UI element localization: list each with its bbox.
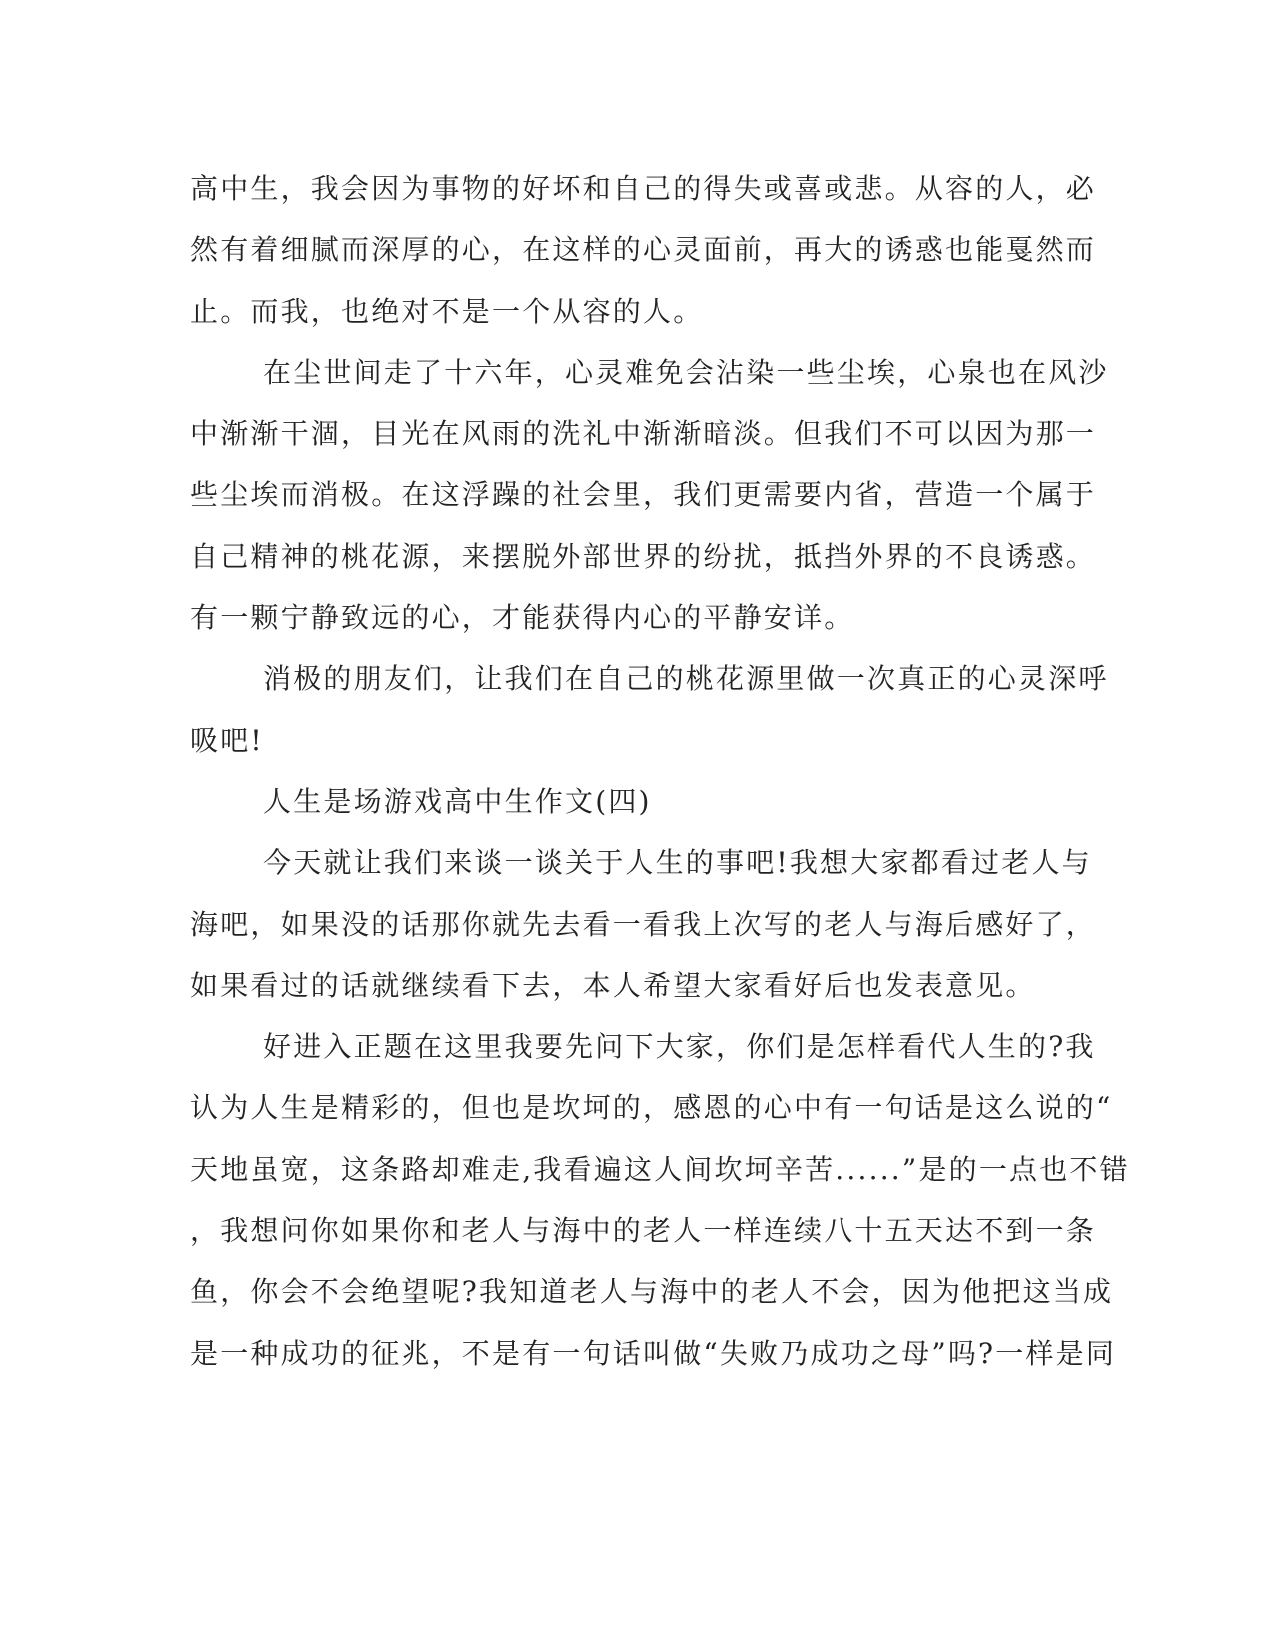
text-line: 消极的朋友们，让我们在自己的桃花源里做一次真正的心灵深呼: [263, 662, 1109, 696]
body-text: [190, 158, 1130, 1384]
text-line: ，我想问你如果你和老人与海中的老人一样连续八十五天达不到一条: [190, 1214, 1097, 1248]
text-line: 如果看过的话就继续看下去，本人希望大家看好后也发表意见。: [190, 968, 1036, 1002]
text-line: 止。而我，也绝对不是一个从容的人。: [190, 294, 704, 328]
text-line: 些尘埃而消极。在这浮躁的社会里，我们更需要内省，营造一个属于: [190, 478, 1097, 512]
text-line: 有一颗宁静致远的心，才能获得内心的平静安详。: [190, 601, 855, 635]
text-line: 天地虽宽，这条路却难走,我看遍这人间坎坷辛苦......”是的一点也不错: [190, 1152, 1130, 1186]
text-line: 在尘世间走了十六年，心灵难免会沾染一些尘埃，心泉也在风沙: [263, 355, 1109, 389]
text-line: 好进入正题在这里我要先问下大家，你们是怎样看代人生的?我: [263, 1030, 1096, 1064]
text-line: 高中生，我会因为事物的好坏和自己的得失或喜或悲。从容的人，必: [190, 172, 1097, 205]
text-line: 认为人生是精彩的，但也是坎坷的，感恩的心中有一句话是这么说的“: [190, 1091, 1113, 1125]
text-line: 鱼，你会不会绝望呢?我知道老人与海中的老人不会，因为他把这当成: [190, 1275, 1114, 1309]
text-line: 然有着细腻而深厚的心，在这样的心灵面前，再大的诱惑也能戛然而: [190, 233, 1097, 267]
text-line: 吸吧!: [190, 723, 264, 757]
text-line: 自己精神的桃花源，来摆脱外部世界的纷扰，抵挡外界的不良诱惑。: [190, 539, 1097, 573]
text-line: 今天就让我们来谈一谈关于人生的事吧!我想大家都看过老人与: [263, 846, 1092, 880]
text-line: 人生是场游戏高中生作文(四): [263, 784, 652, 818]
text-line: 是一种成功的征兆，不是有一句话叫做“失败乃成功之母”吗?一样是同: [190, 1336, 1117, 1370]
text-line: 中渐渐干涸，目光在风雨的洗礼中渐渐暗淡。但我们不可以因为那一: [190, 417, 1097, 451]
text-line: 海吧，如果没的话那你就先去看一看我上次写的老人与海后感好了，: [190, 907, 1097, 941]
